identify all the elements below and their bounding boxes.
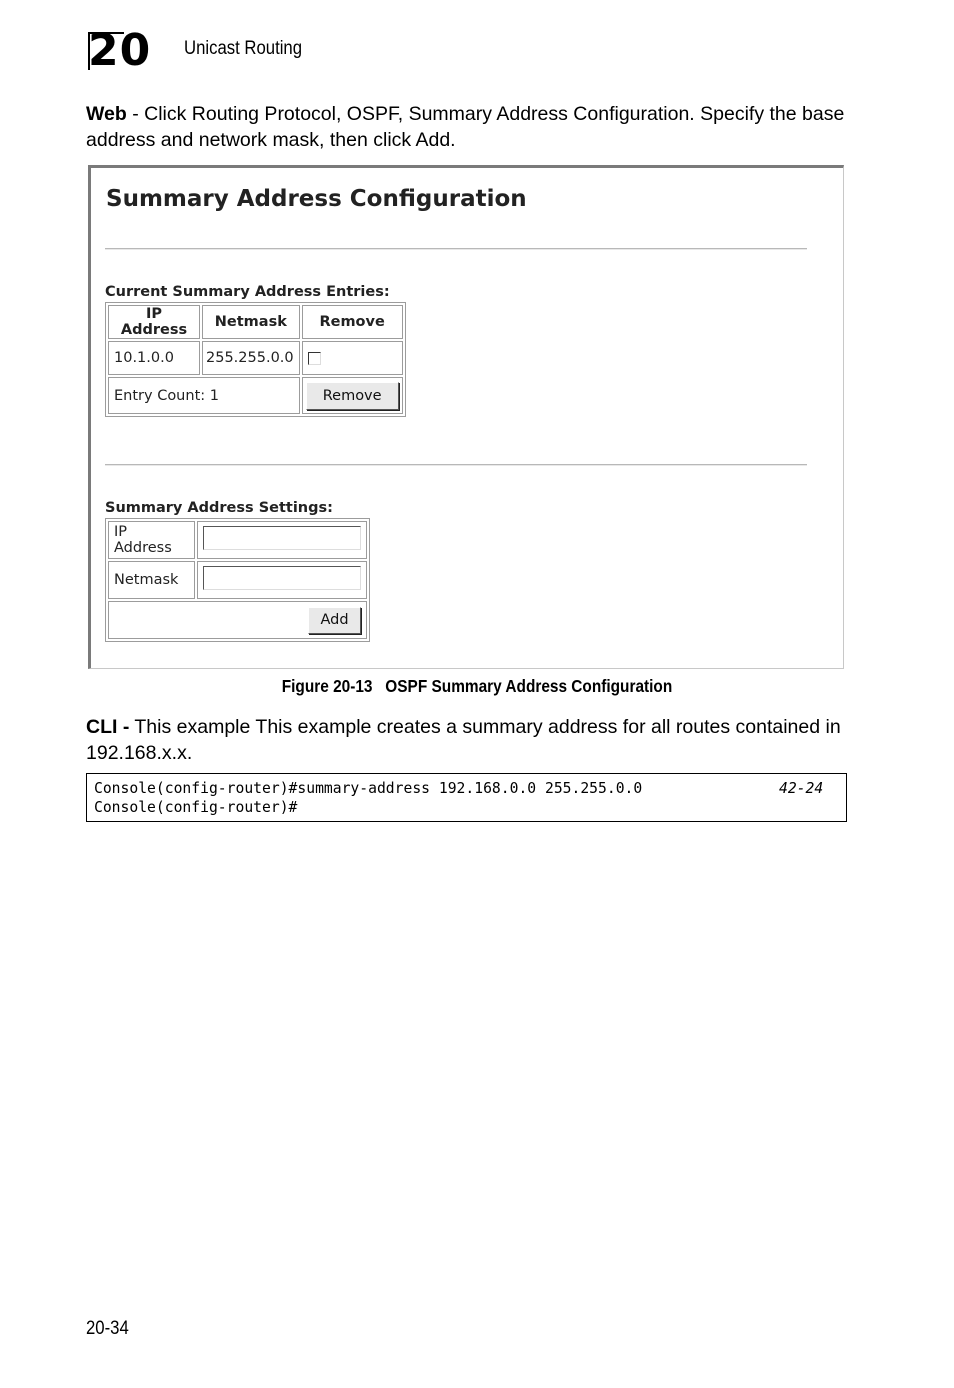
remove-button[interactable]: Remove (306, 382, 399, 410)
code-line-1: Console(config-router)#summary-address 192.168.0.0 255.255.0.0 (94, 780, 643, 797)
divider (105, 464, 807, 466)
table-row (108, 341, 403, 375)
settings-label: Summary Address Settings: (105, 500, 333, 516)
remove-checkbox[interactable] (308, 352, 321, 365)
cli-text: This example This example creates a summary address for all routes contained in 192.168.x.x. (86, 716, 841, 764)
entry-count: Entry Count: 1 (108, 377, 300, 414)
chapter-title: Unicast Routing (184, 38, 303, 59)
web-text: - Click Routing Protocol, OSPF, Summary Address Configuration. Specify the base address and network mask, then click Add. (86, 103, 845, 151)
code-reference: 42-24 (779, 780, 824, 797)
col-header-remove: Remove (302, 305, 403, 339)
code-line-2: Console(config-router)# (94, 799, 298, 816)
col-header-ip: IP Address (108, 305, 200, 339)
web-lead: Web (86, 103, 127, 125)
divider (105, 248, 807, 250)
ip-address-input[interactable] (203, 526, 361, 550)
col-header-netmask: Netmask (202, 305, 300, 339)
ip-address-label: IP Address (108, 521, 195, 559)
page-number: 20-34 (86, 1318, 129, 1339)
current-entries-label: Current Summary Address Entries: (105, 284, 390, 300)
web-instructions (86, 101, 866, 153)
cli-code-block (86, 773, 847, 822)
entry-netmask: 255.255.0.0 (202, 341, 300, 375)
netmask-input[interactable] (203, 566, 361, 590)
settings-table (105, 518, 370, 642)
page-title: Summary Address Configuration (106, 186, 527, 212)
figure-caption: Figure 20-13 OSPF Summary Address Configuration (281, 676, 673, 696)
cli-lead: CLI - (86, 716, 130, 738)
netmask-label: Netmask (108, 561, 195, 599)
cli-instructions (86, 714, 866, 766)
add-button[interactable]: Add (308, 607, 361, 634)
entry-ip: 10.1.0.0 (108, 341, 200, 375)
chapter-number: 20 (88, 25, 152, 76)
entries-table (105, 302, 406, 417)
